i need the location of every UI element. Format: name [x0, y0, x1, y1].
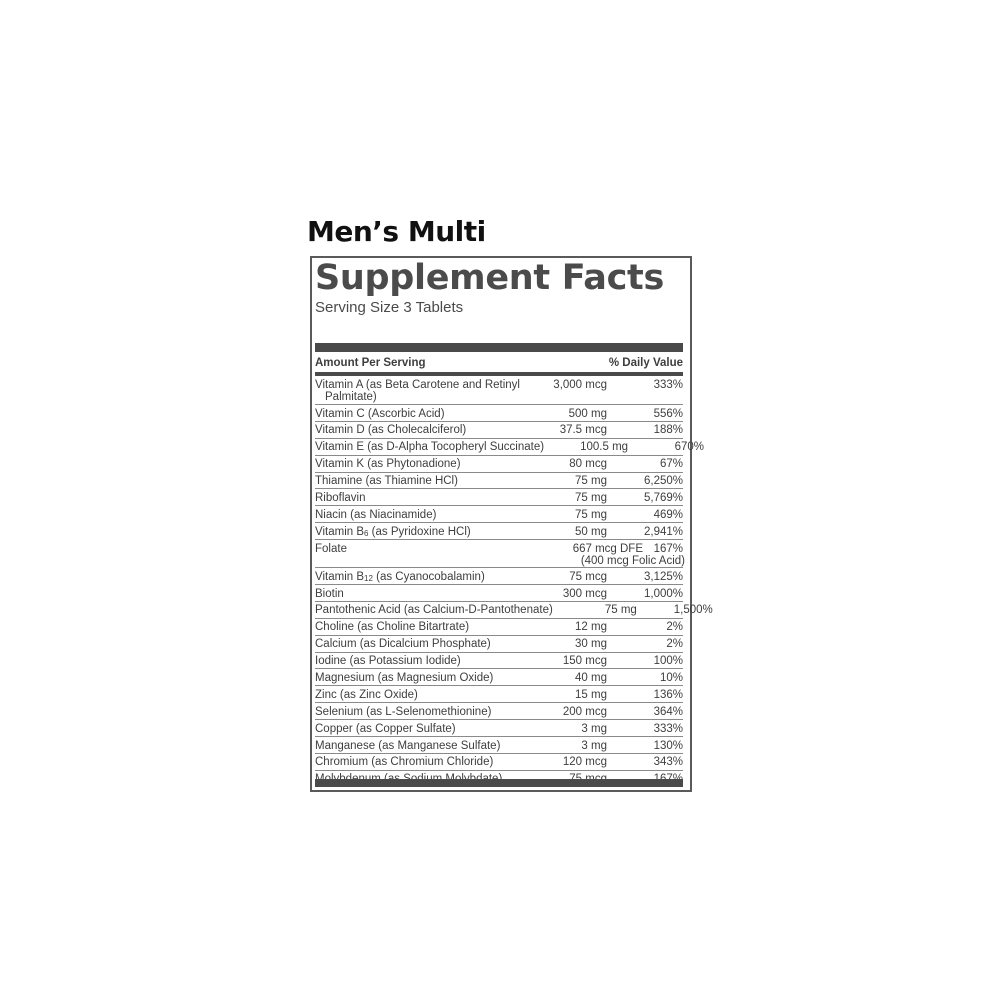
nutrient-name: Selenium (as L-Selenomethionine): [315, 705, 492, 718]
nutrient-dv: 67%: [659, 458, 683, 471]
nutrient-amount: 200 mcg: [562, 705, 607, 718]
nutrient-dv: 556%: [653, 407, 683, 420]
nutrient-name: Magnesium (as Magnesium Oxide): [315, 671, 494, 684]
table-row: [315, 568, 683, 585]
nutrient-name-subscript: 6: [364, 528, 369, 538]
nutrient-dv: 188%: [653, 424, 683, 437]
table-row: [315, 540, 683, 568]
nutrient-name: Riboflavin: [315, 491, 366, 504]
nutrient-amount: 12 mg: [575, 621, 607, 634]
nutrient-amount: 30 mg: [575, 638, 607, 651]
nutrient-name-cont: Palmitate): [325, 390, 377, 403]
nutrient-name-suffix: (as Pyridoxine HCl): [368, 525, 471, 538]
nutrient-amount: 75 mcg: [569, 570, 607, 583]
nutrient-amount: 75 mg: [575, 508, 607, 521]
nutrient-amount: 120 mcg: [562, 756, 607, 769]
nutrient-name: Niacin (as Niacinamide): [315, 508, 437, 521]
nutrient-name: Chromium (as Chromium Chloride): [315, 756, 494, 769]
nutrient-amount: 3,000 mcg: [553, 378, 607, 391]
nutrient-name: Thiamine (as Thiamine HCl): [315, 475, 458, 488]
nutrient-name: Vitamin C (Ascorbic Acid): [315, 407, 445, 420]
table-row: [315, 473, 683, 490]
nutrient-amount: 80 mcg: [569, 458, 607, 471]
product-title: Men’s Multi: [307, 215, 486, 248]
nutrient-name: Choline (as Choline Bitartrate): [315, 621, 470, 634]
nutrient-name: [315, 526, 527, 539]
nutrient-name-prefix: Vitamin B: [315, 525, 365, 538]
nutrient-dv: 333%: [653, 378, 683, 391]
nutrient-dv: 2%: [666, 621, 683, 634]
nutrient-amount: 75 mg: [575, 491, 607, 504]
nutrient-amount: 75 mg: [575, 475, 607, 488]
nutrient-amount: 3 mg: [581, 722, 607, 735]
nutrient-dv: 10%: [659, 671, 683, 684]
table-row: [315, 686, 683, 703]
thick-divider: [315, 343, 683, 352]
nutrient-name: Calcium (as Dicalcium Phosphate): [315, 638, 491, 651]
amount-per-serving-header: Amount Per Serving: [315, 357, 426, 369]
nutrient-amount-cont: (400 mcg Folic Acid): [580, 554, 685, 567]
nutrient-name: Vitamin D (as Cholecalciferol): [315, 424, 467, 437]
table-row: [315, 636, 683, 653]
table-row: [315, 703, 683, 720]
table-row: [315, 422, 683, 439]
nutrient-dv: 2%: [666, 638, 683, 651]
table-row: [315, 489, 683, 506]
table-row: [315, 619, 683, 636]
nutrient-dv: 100%: [653, 655, 683, 668]
nutrient-dv: 6,250%: [643, 475, 683, 488]
nutrient-name: [315, 379, 527, 405]
nutrient-amount: 150 mcg: [562, 655, 607, 668]
nutrient-amount: 100.5 mg: [580, 441, 629, 454]
nutrient-dv: 1,000%: [643, 587, 683, 600]
nutrient-list: [315, 376, 713, 788]
nutrient-name-suffix: (as Cyanocobalamin): [372, 570, 485, 583]
nutrient-dv: 2,941%: [643, 525, 683, 538]
nutrient-dv: 670%: [674, 441, 705, 454]
table-row: [315, 506, 683, 523]
nutrient-name: [315, 571, 527, 584]
table-row: [315, 653, 683, 670]
table-row: [315, 602, 713, 619]
serving-size: Serving Size 3 Tablets: [315, 299, 464, 316]
daily-value-header: % Daily Value: [608, 357, 683, 369]
nutrient-name: Copper (as Copper Sulfate): [315, 722, 456, 735]
nutrient-amount: 50 mg: [575, 525, 607, 538]
table-row: [315, 585, 683, 602]
bottom-divider: [315, 779, 683, 787]
nutrient-dv: 364%: [653, 705, 683, 718]
column-header: [315, 355, 683, 371]
table-row: [315, 376, 683, 405]
nutrient-dv: 167%: [653, 542, 683, 555]
nutrient-amount: 40 mg: [575, 671, 607, 684]
table-row: [315, 754, 683, 771]
nutrient-name: Vitamin K (as Phytonadione): [315, 458, 461, 471]
nutrient-dv: 5,769%: [643, 491, 683, 504]
nutrient-dv: 136%: [653, 688, 683, 701]
table-row: [315, 523, 683, 540]
nutrient-amount-line: 667 mcg DFE: [572, 542, 643, 555]
nutrient-name-line: Vitamin A (as Beta Carotene and Retinyl: [315, 378, 520, 391]
table-row: [315, 737, 683, 754]
table-row: [315, 720, 683, 737]
nutrient-name: Zinc (as Zinc Oxide): [315, 688, 418, 701]
nutrient-amount: 15 mg: [575, 688, 607, 701]
nutrient-amount: 37.5 mcg: [559, 424, 607, 437]
nutrient-name: Folate: [315, 542, 347, 555]
nutrient-name: Biotin: [315, 587, 344, 600]
nutrient-amount: 500 mg: [568, 407, 607, 420]
nutrient-name-prefix: Vitamin B: [315, 570, 365, 583]
nutrient-amount: 75 mg: [604, 604, 637, 617]
nutrient-dv: 1,500%: [673, 604, 713, 617]
nutrient-name: Vitamin E (as D-Alpha Tocopheryl Succinate): [315, 441, 545, 454]
table-row: [315, 669, 683, 686]
nutrient-dv: 343%: [653, 756, 683, 769]
nutrient-dv: 469%: [653, 508, 683, 521]
nutrient-name-subscript: 12: [364, 573, 373, 583]
nutrient-dv: 130%: [653, 739, 683, 752]
nutrient-dv: 333%: [653, 722, 683, 735]
nutrient-amount: 300 mcg: [562, 587, 607, 600]
table-row: [315, 405, 683, 422]
supplement-facts-panel: [310, 256, 713, 792]
table-row: [315, 456, 683, 473]
facts-heading: Supplement Facts: [315, 258, 664, 298]
nutrient-name: Iodine (as Potassium Iodide): [315, 655, 461, 668]
nutrient-name: Pantothenic Acid (as Calcium-D-Pantothenate): [315, 604, 553, 617]
nutrient-name: Manganese (as Manganese Sulfate): [315, 739, 501, 752]
table-row: [315, 439, 705, 456]
nutrient-dv: 3,125%: [643, 570, 683, 583]
nutrient-amount: 3 mg: [581, 739, 607, 752]
